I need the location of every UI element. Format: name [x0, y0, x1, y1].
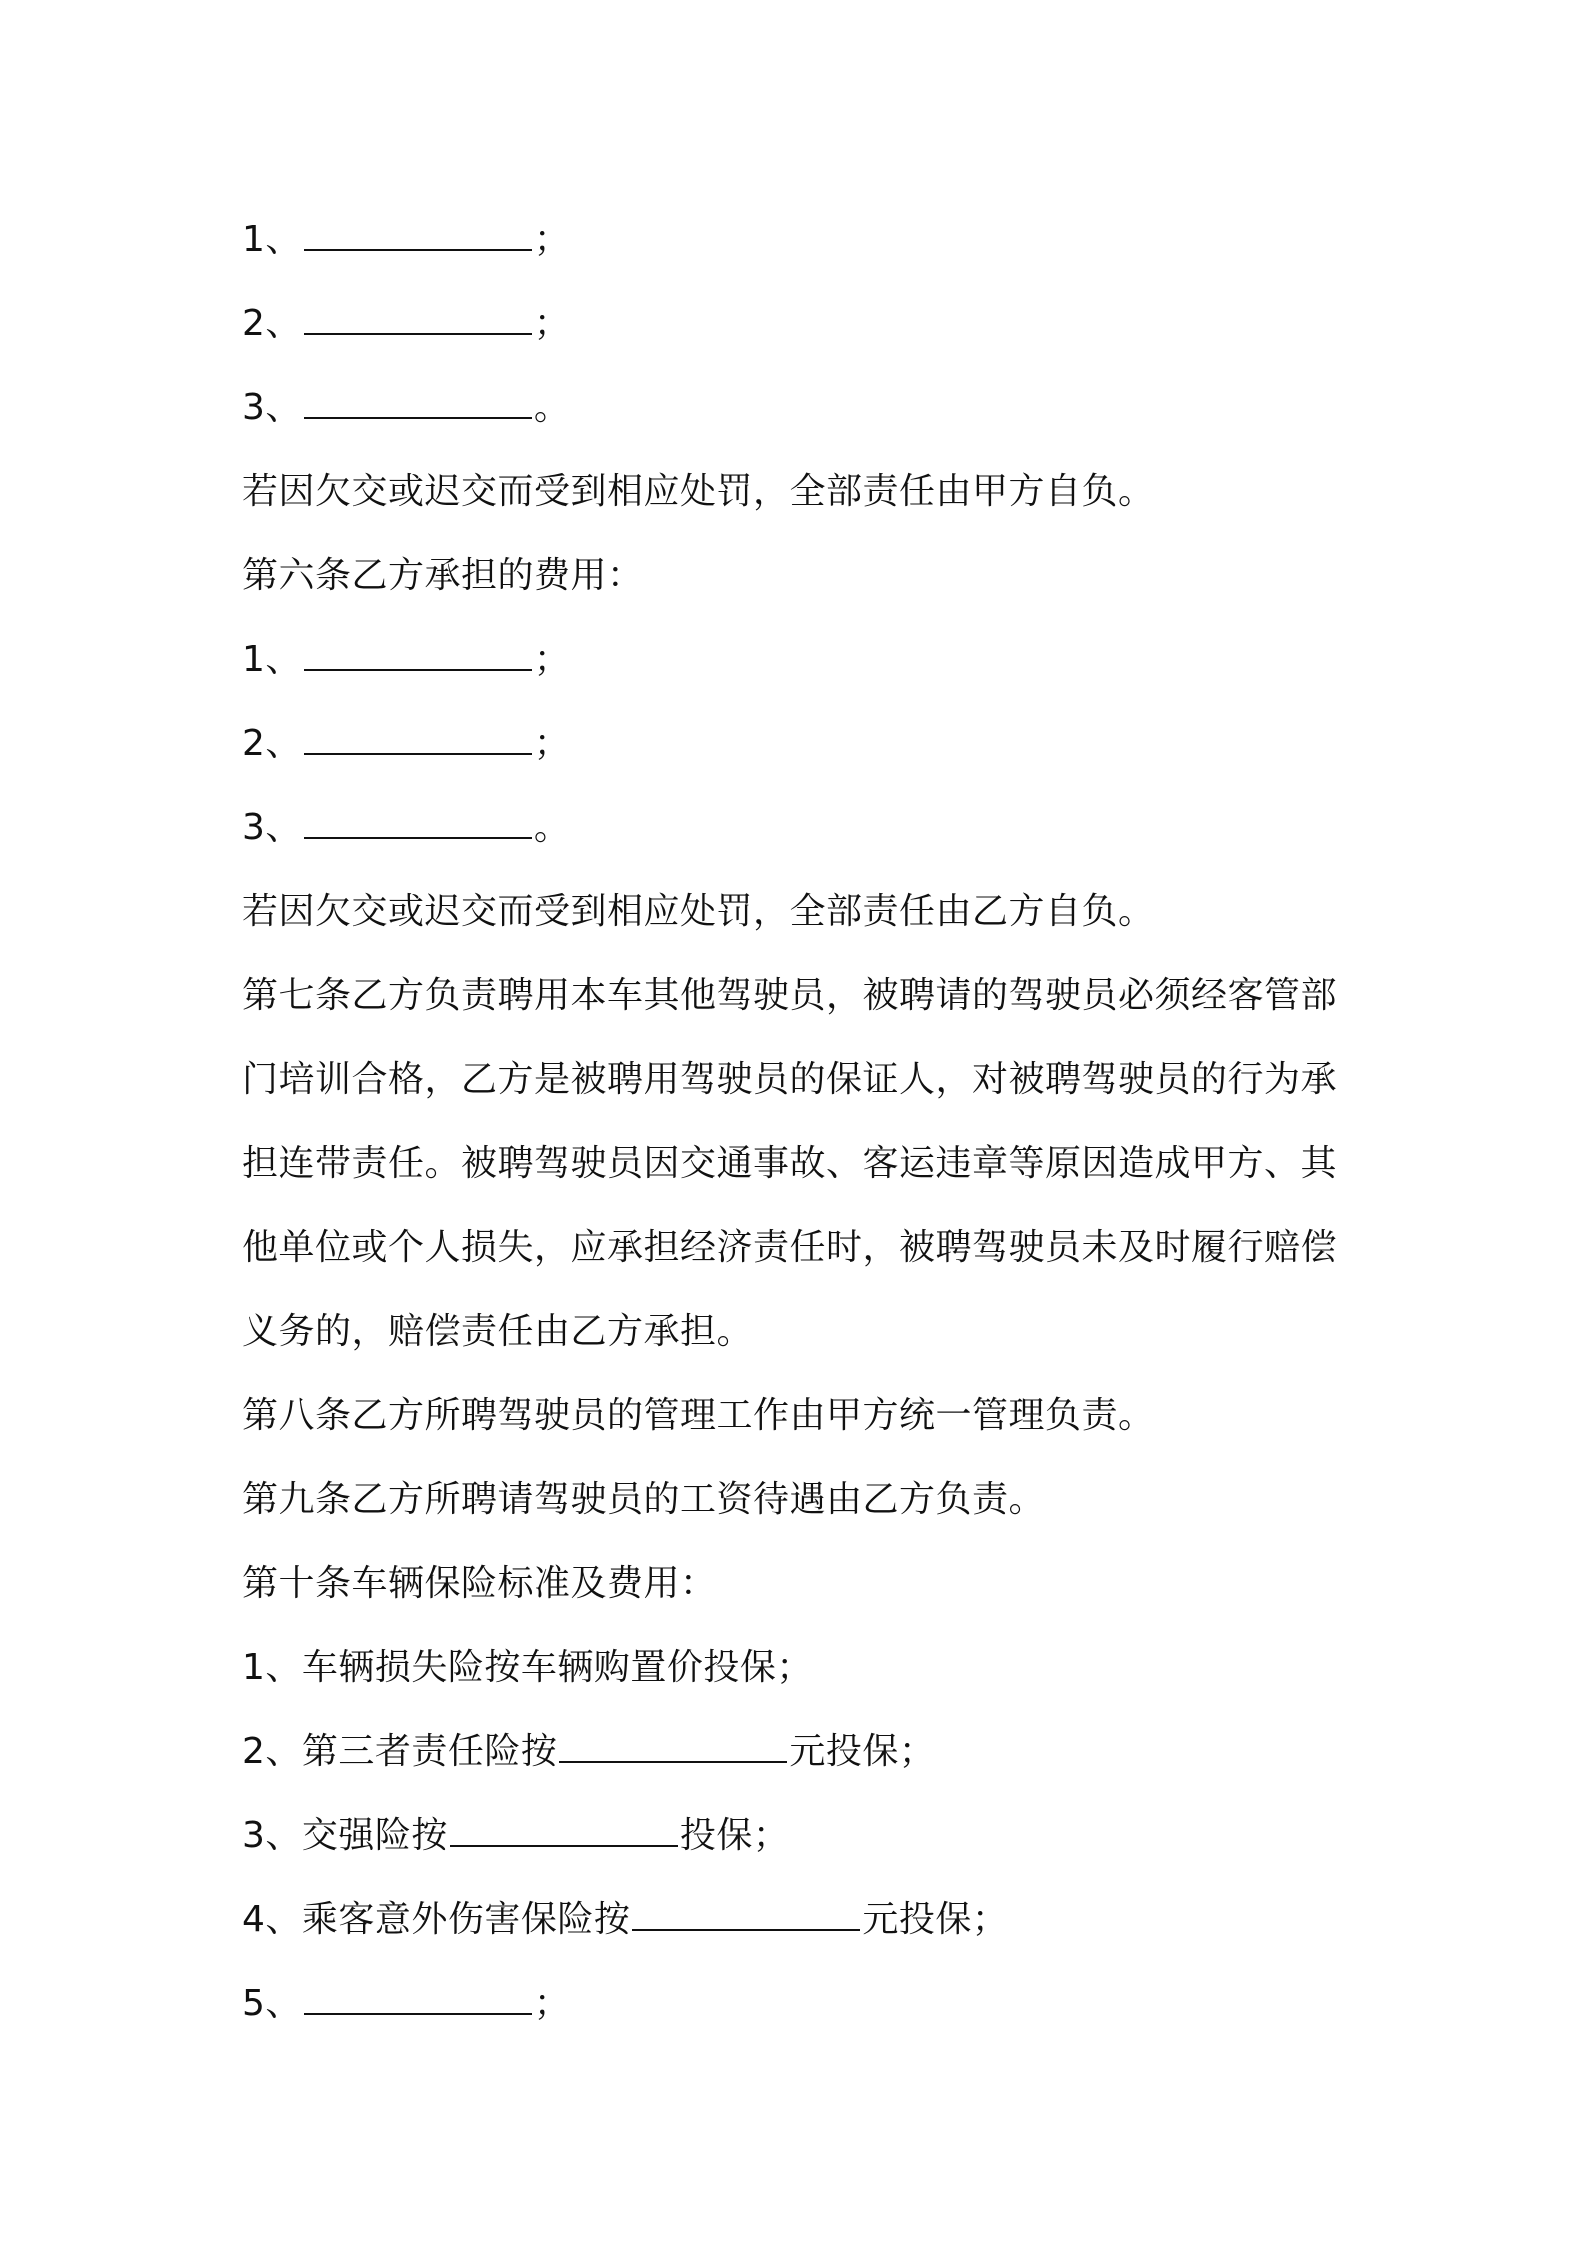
article-7-line-5: 义务的，赔偿责任由乙方承担。	[242, 1311, 754, 1352]
insurance-item-5	[242, 1962, 1362, 2046]
item-prefix: 4、乘客意外伤害保险按	[242, 1899, 631, 1940]
fee-item-jia-1	[242, 198, 1362, 282]
fee-item-yi-2	[242, 702, 1362, 786]
article-8: 第八条乙方所聘驾驶员的管理工作由甲方统一管理负责。	[242, 1395, 1155, 1436]
fill-blank	[450, 1815, 678, 1847]
item-prefix: 5、	[242, 1983, 302, 2024]
fill-blank	[304, 807, 532, 839]
item-prefix: 2、	[242, 303, 302, 344]
article-10-heading: 第十条车辆保险标准及费用：	[242, 1563, 717, 1604]
fill-blank	[304, 387, 532, 419]
article-7-line-2: 门培训合格，乙方是被聘用驾驶员的保证人，对被聘驾驶员的行为承	[242, 1059, 1338, 1100]
insurance-item-3	[242, 1794, 1362, 1878]
item-suffix: 投保；	[679, 1815, 790, 1856]
fill-blank	[304, 1983, 532, 2015]
item-suffix: 元投保；	[789, 1731, 936, 1772]
article-7-line-3: 担连带责任。被聘驾驶员因交通事故、客运违章等原因造成甲方、其	[242, 1143, 1338, 1184]
fill-blank	[304, 219, 532, 251]
fee-item-jia-3	[242, 366, 1362, 450]
item-suffix: 。	[533, 807, 571, 848]
item-prefix: 3、	[242, 387, 302, 428]
item-prefix: 3、	[242, 807, 302, 848]
insurance-item-4	[242, 1878, 1362, 1962]
item-suffix: ；	[533, 219, 571, 260]
article-7-line-4: 他单位或个人损失，应承担经济责任时，被聘驾驶员未及时履行赔偿	[242, 1227, 1338, 1268]
insurance-item-1: 1、车辆损失险按车辆购置价投保；	[242, 1647, 813, 1688]
fee-item-yi-3	[242, 786, 1362, 870]
item-prefix: 2、	[242, 723, 302, 764]
insurance-item-2	[242, 1710, 1362, 1794]
item-suffix: ；	[533, 639, 571, 680]
penalty-clause-yi: 若因欠交或迟交而受到相应处罚，全部责任由乙方自负。	[242, 891, 1155, 932]
penalty-clause-jia: 若因欠交或迟交而受到相应处罚，全部责任由甲方自负。	[242, 471, 1155, 512]
fill-blank	[304, 639, 532, 671]
item-prefix: 3、交强险按	[242, 1815, 448, 1856]
fill-blank	[304, 723, 532, 755]
item-prefix: 1、	[242, 219, 302, 260]
item-prefix: 2、第三者责任险按	[242, 1731, 558, 1772]
fill-blank	[559, 1731, 787, 1763]
document-body	[242, 198, 1362, 2046]
article-9: 第九条乙方所聘请驾驶员的工资待遇由乙方负责。	[242, 1479, 1046, 1520]
fill-blank	[304, 303, 532, 335]
fee-item-jia-2	[242, 282, 1362, 366]
fee-item-yi-1	[242, 618, 1362, 702]
item-suffix: ；	[533, 1983, 571, 2024]
item-suffix: ；	[533, 723, 571, 764]
article-7-line-1: 第七条乙方负责聘用本车其他驾驶员，被聘请的驾驶员必须经客管部	[242, 975, 1338, 1016]
fill-blank	[632, 1899, 860, 1931]
item-suffix: ；	[533, 303, 571, 344]
article-6-heading: 第六条乙方承担的费用：	[242, 555, 644, 596]
item-suffix: 元投保；	[862, 1899, 1009, 1940]
item-suffix: 。	[533, 387, 571, 428]
item-prefix: 1、	[242, 639, 302, 680]
